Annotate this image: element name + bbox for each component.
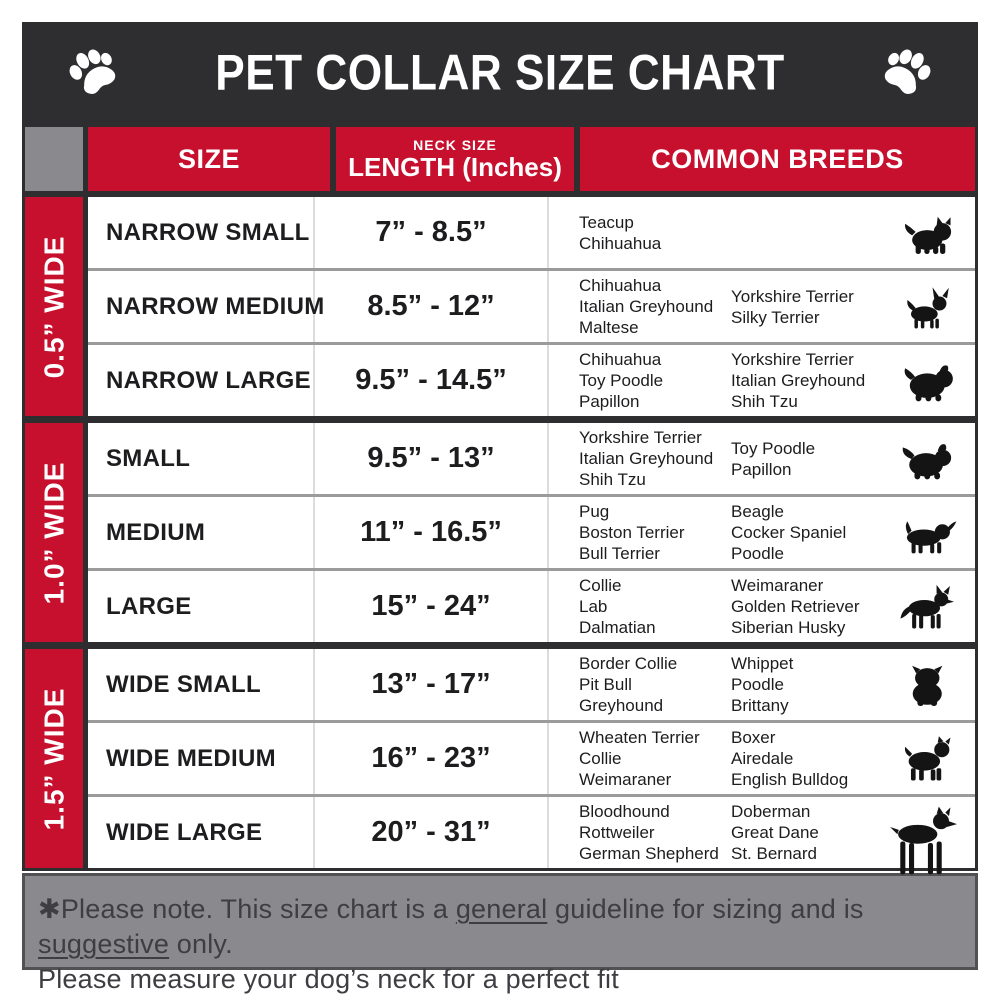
breed-name: Weimaraner <box>731 576 824 595</box>
size-label: WIDE SMALL <box>106 670 261 698</box>
neck-length-cell <box>315 797 549 868</box>
width-group-1.0 <box>25 423 975 642</box>
breed-name: English Bulldog <box>731 770 849 789</box>
paw-icon <box>875 40 939 104</box>
header-length-label: LENGTH (Inches) <box>348 152 562 182</box>
breed-name: Border Collie <box>579 654 678 673</box>
table-row <box>88 268 975 342</box>
table-row <box>88 197 975 268</box>
breeds-cell <box>549 571 975 642</box>
width-group-label: 1.5” WIDE <box>25 649 83 868</box>
breeds-column-1 <box>579 801 731 864</box>
header-common-breeds <box>580 127 975 191</box>
neck-length-value: 9.5” - 13” <box>367 442 495 474</box>
group-rows <box>88 649 975 868</box>
pekingese-icon <box>897 431 961 487</box>
header-corner-spacer <box>25 127 83 191</box>
breed-name: Yorkshire Terrier <box>731 350 854 369</box>
breed-name: Papillon <box>731 459 792 479</box>
group-rows <box>88 197 975 416</box>
pitbull-icon <box>897 731 961 787</box>
header-neck-length <box>336 127 574 191</box>
breed-name: Golden Retriever <box>731 597 860 616</box>
breeds-column-1 <box>579 275 731 338</box>
size-label: SMALL <box>106 444 191 472</box>
size-cell <box>88 571 315 642</box>
breeds-cell <box>549 345 975 416</box>
beagle-icon <box>897 505 961 561</box>
breed-name: Airedale <box>731 749 794 768</box>
breeds-column-2 <box>731 438 883 480</box>
breed-name: Beagle <box>731 502 784 521</box>
neck-length-cell <box>315 723 549 794</box>
breeds-column-1 <box>579 501 731 564</box>
german-shepherd-icon <box>897 579 961 635</box>
neck-length-value: 9.5” - 14.5” <box>355 364 507 396</box>
breed-name: Poodle <box>731 544 784 563</box>
chihuahua-icon <box>897 279 961 335</box>
breeds-cell <box>549 797 975 868</box>
breed-name: Maltese <box>579 318 639 337</box>
breeds-cell <box>549 423 975 494</box>
group-rows <box>88 423 975 642</box>
breed-name: Collie <box>579 576 622 595</box>
breeds-cell <box>549 497 975 568</box>
breed-name: Whippet <box>731 654 794 673</box>
breeds-column-2 <box>731 575 883 638</box>
breed-name: Toy Poodle <box>579 371 664 390</box>
breeds-column-2 <box>731 286 883 328</box>
neck-length-cell <box>315 197 549 268</box>
table-row <box>88 649 975 720</box>
breeds-column-2 <box>731 501 883 564</box>
size-label: MEDIUM <box>106 518 206 546</box>
breeds-column-1 <box>579 212 731 254</box>
title-bar <box>25 25 975 119</box>
breeds-column-1 <box>579 349 731 412</box>
breeds-cell <box>549 271 975 342</box>
neck-length-cell <box>315 271 549 342</box>
breed-name: Doberman <box>731 802 811 821</box>
size-cell <box>88 345 315 416</box>
breed-name: Lab <box>579 597 608 616</box>
footer-note-line2: Please measure your dog’s neck for a perfect fit <box>38 964 619 994</box>
bulldog-icon <box>897 657 961 713</box>
table-row <box>88 720 975 794</box>
breed-name: Silky Terrier <box>731 307 820 327</box>
neck-length-cell <box>315 649 549 720</box>
breed-name: Italian Greyhound <box>731 371 866 390</box>
width-group-label: 0.5” WIDE <box>25 197 83 416</box>
footer-note <box>22 873 978 994</box>
width-group-label: 1.0” WIDE <box>25 423 83 642</box>
shih-tzu-icon <box>897 353 961 409</box>
breeds-column-2 <box>731 727 883 790</box>
size-cell <box>88 497 315 568</box>
size-label: NARROW LARGE <box>106 366 311 394</box>
breeds-column-1 <box>579 427 731 490</box>
breed-name: Great Dane <box>731 823 819 842</box>
size-label: WIDE LARGE <box>106 818 263 846</box>
chart-frame <box>22 22 978 871</box>
breeds-cell <box>549 197 975 268</box>
breeds-column-2 <box>731 349 883 412</box>
breeds-column-1 <box>579 727 731 790</box>
breed-name: Toy Poodle <box>731 438 816 458</box>
breed-name: Yorkshire Terrier <box>731 286 854 306</box>
breed-name: Cocker Spaniel <box>731 523 847 542</box>
breeds-column-1 <box>579 653 731 716</box>
breeds-cell <box>549 649 975 720</box>
breed-name: Chihuahua <box>579 276 662 295</box>
table-header <box>25 127 975 191</box>
size-cell <box>88 649 315 720</box>
breed-name: Shih Tzu <box>579 470 646 489</box>
breed-name: German Shepherd <box>579 844 719 863</box>
breed-name: Siberian Husky <box>731 618 846 637</box>
breed-name: Shih Tzu <box>731 392 798 411</box>
neck-length-cell <box>315 345 549 416</box>
neck-length-value: 7” - 8.5” <box>375 216 487 248</box>
table-row <box>88 568 975 642</box>
breed-name: Italian Greyhound <box>579 297 714 316</box>
breed-name: Pug <box>579 502 610 521</box>
size-cell <box>88 271 325 342</box>
table-row <box>88 794 975 868</box>
breed-name: Teacup <box>579 212 634 232</box>
neck-length-value: 11” - 16.5” <box>360 516 502 548</box>
neck-length-value: 8.5” - 12” <box>367 290 495 322</box>
breed-name: Wheaten Terrier <box>579 728 700 747</box>
table-row <box>88 494 975 568</box>
breeds-column-2 <box>731 801 883 864</box>
size-label: NARROW MEDIUM <box>106 292 325 320</box>
breed-name: Dalmatian <box>579 618 656 637</box>
table-row <box>88 423 975 494</box>
table-row <box>88 342 975 416</box>
size-cell <box>88 723 315 794</box>
header-size <box>88 127 330 191</box>
paw-icon <box>61 40 125 104</box>
breed-name: Papillon <box>579 392 640 411</box>
size-cell <box>88 197 315 268</box>
size-label: NARROW SMALL <box>106 218 310 246</box>
footer-note-line1: ✱Please note. This size chart is a general guideline for sizing and is suggestive only. <box>38 894 864 959</box>
doberman-icon <box>885 792 965 894</box>
size-label: LARGE <box>106 592 192 620</box>
breed-name: Boston Terrier <box>579 523 685 542</box>
size-label: WIDE MEDIUM <box>106 744 276 772</box>
breed-name: Chihuahua <box>579 233 662 253</box>
neck-length-value: 13” - 17” <box>371 668 491 700</box>
breed-name: Collie <box>579 749 622 768</box>
header-neck-size-label: NECK SIZE <box>413 137 497 153</box>
neck-length-value: 20” - 31” <box>371 816 491 848</box>
breeds-cell <box>549 723 975 794</box>
breed-name: Poodle <box>731 675 784 694</box>
yorkshire-terrier-icon <box>897 205 961 261</box>
breed-name: Greyhound <box>579 696 664 715</box>
size-cell <box>88 797 315 868</box>
width-group-0.5 <box>25 197 975 416</box>
breed-name: Bloodhound <box>579 802 670 821</box>
breed-name: Rottweiler <box>579 823 655 842</box>
breeds-column-2 <box>731 653 883 716</box>
breed-name: Italian Greyhound <box>579 449 714 468</box>
neck-length-value: 15” - 24” <box>371 590 491 622</box>
header-breeds-label: COMMON BREEDS <box>651 143 904 174</box>
page-title: PET COLLAR SIZE CHART <box>215 43 785 101</box>
breed-name: Bull Terrier <box>579 544 660 563</box>
width-group-1.5 <box>25 649 975 868</box>
breed-name: Boxer <box>731 728 776 747</box>
neck-length-value: 16” - 23” <box>371 742 491 774</box>
breed-name: Pit Bull <box>579 675 632 694</box>
header-size-label: SIZE <box>177 143 240 174</box>
breed-name: Chihuahua <box>579 350 662 369</box>
breed-name: Brittany <box>731 696 789 715</box>
neck-length-cell <box>315 571 549 642</box>
size-cell <box>88 423 315 494</box>
breed-name: Weimaraner <box>579 770 672 789</box>
breeds-column-1 <box>579 575 731 638</box>
breed-name: St. Bernard <box>731 844 817 863</box>
neck-length-cell <box>315 497 549 568</box>
breed-name: Yorkshire Terrier <box>579 428 702 447</box>
neck-length-cell <box>315 423 549 494</box>
